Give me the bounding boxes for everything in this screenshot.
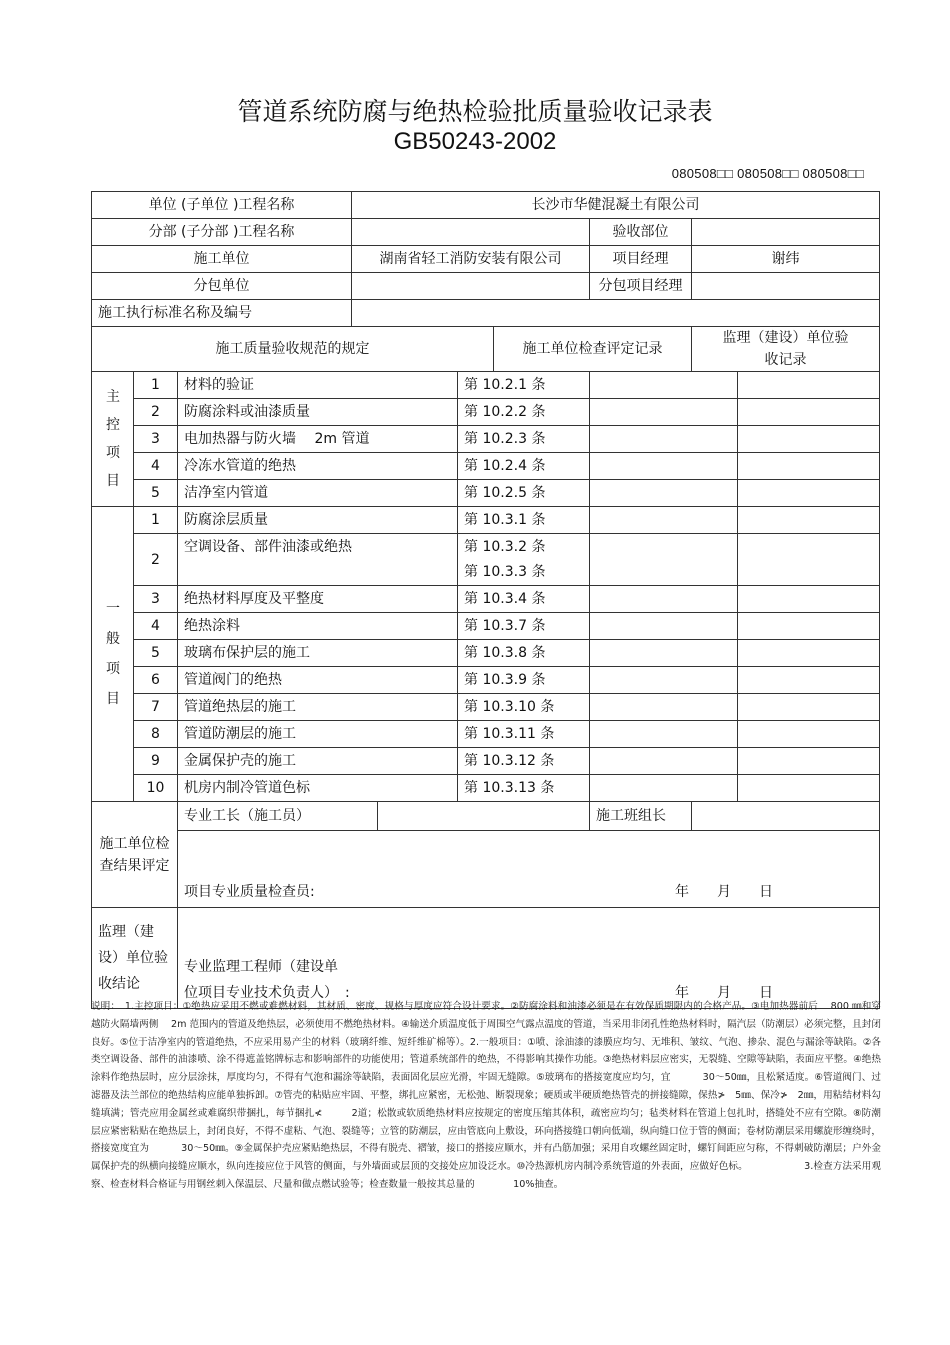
constructor-label: 施工单位 [92, 246, 352, 273]
result-label: 施工单位检查结果评定 [92, 802, 178, 908]
item-name: 绝热材料厚度及平整度 [178, 586, 458, 613]
item-clause: 第 10.3.9 条 [458, 667, 590, 694]
item-check-record[interactable] [590, 667, 738, 694]
item-check-record[interactable] [590, 453, 738, 480]
item-clause: 第 10.3.7 条 [458, 613, 590, 640]
item-clause: 第 10.2.5 条 [458, 480, 590, 507]
item-check-record[interactable] [590, 640, 738, 667]
item-clause: 第 10.3.4 条 [458, 586, 590, 613]
subcontractor-label: 分包单位 [92, 273, 352, 300]
item-no: 3 [134, 586, 178, 613]
inspector-label: 项目专业质量检查员: [184, 884, 315, 900]
item-name: 防腐涂层质量 [178, 507, 458, 534]
item-name: 金属保护壳的施工 [178, 748, 458, 775]
item-no: 9 [134, 748, 178, 775]
item-supervisor-record[interactable] [738, 453, 880, 480]
conclusion-label: 监理（建设）单位验收结论 [92, 908, 178, 1009]
exec-standard-value[interactable] [352, 300, 880, 327]
form-codes: 080508□□ 080508□□ 080508□□ [671, 166, 864, 181]
item-no: 10 [134, 775, 178, 802]
sub-pm-value[interactable] [692, 273, 880, 300]
item-no: 5 [134, 640, 178, 667]
item-supervisor-record[interactable] [738, 775, 880, 802]
general-group-label: 一般项目 [92, 507, 134, 802]
item-supervisor-record[interactable] [738, 507, 880, 534]
pm-value[interactable]: 谢纬 [692, 246, 880, 273]
item-supervisor-record[interactable] [738, 721, 880, 748]
item-no: 1 [134, 372, 178, 399]
item-clause: 第 10.3.11 条 [458, 721, 590, 748]
item-clause: 第 10.3.10 条 [458, 694, 590, 721]
accept-part-label: 验收部位 [590, 219, 692, 246]
item-no: 2 [134, 399, 178, 426]
item-name: 空调设备、部件油漆或绝热 [178, 534, 458, 586]
exec-standard-label: 施工执行标准名称及编号 [92, 300, 352, 327]
sub-pm-label: 分包项目经理 [590, 273, 692, 300]
engineer-label-line2: 位项目专业技术负责人） : [184, 985, 350, 1001]
foreman-signature[interactable] [378, 802, 590, 831]
item-no: 4 [134, 453, 178, 480]
item-name: 冷冻水管道的绝热 [178, 453, 458, 480]
item-supervisor-record[interactable] [738, 748, 880, 775]
item-no: 5 [134, 480, 178, 507]
item-check-record[interactable] [590, 480, 738, 507]
item-check-record[interactable] [590, 586, 738, 613]
spec-column-header: 施工质量验收规范的规定 [92, 327, 494, 372]
subcontractor-value[interactable] [352, 273, 590, 300]
item-name: 管道阀门的绝热 [178, 667, 458, 694]
item-name: 电加热器与防火墙 2m 管道 [178, 426, 458, 453]
item-name: 管道绝热层的施工 [178, 694, 458, 721]
item-name: 材料的验证 [178, 372, 458, 399]
item-name: 玻璃布保护层的施工 [178, 640, 458, 667]
item-supervisor-record[interactable] [738, 534, 880, 586]
item-clause: 第 10.3.13 条 [458, 775, 590, 802]
foreman-label: 专业工长（施工员） [178, 802, 378, 831]
engineer-signature-area[interactable] [178, 908, 880, 1009]
standard-code: GB50243-2002 [393, 128, 557, 155]
item-supervisor-record[interactable] [738, 694, 880, 721]
item-check-record[interactable] [590, 507, 738, 534]
item-clause: 第 10.3.12 条 [458, 748, 590, 775]
main-group-label: 主控项目 [92, 372, 134, 507]
item-supervisor-record[interactable] [738, 667, 880, 694]
item-name: 绝热涂料 [178, 613, 458, 640]
notes [91, 998, 881, 1194]
check-column-header: 施工单位检查评定记录 [494, 327, 692, 372]
item-supervisor-record[interactable] [738, 399, 880, 426]
item-check-record[interactable] [590, 694, 738, 721]
accept-part-value[interactable] [692, 219, 880, 246]
item-check-record[interactable] [590, 426, 738, 453]
inspection-form-table [91, 191, 880, 1009]
item-supervisor-record[interactable] [738, 586, 880, 613]
item-no: 6 [134, 667, 178, 694]
team-leader-signature[interactable] [692, 802, 880, 831]
item-no: 3 [134, 426, 178, 453]
page-title: 管道系统防腐与绝热检验批质量验收记录表 [237, 97, 713, 126]
item-clause: 第 10.3.3 条 [464, 563, 546, 580]
item-no: 7 [134, 694, 178, 721]
engineer-date: 年 月 日 [675, 985, 774, 1001]
item-clause: 第 10.2.3 条 [458, 426, 590, 453]
unit-label: 单位 (子单位 )工程名称 [92, 192, 352, 219]
item-clause: 第 10.3.2 条 [464, 538, 546, 555]
item-check-record[interactable] [590, 372, 738, 399]
item-no: 8 [134, 721, 178, 748]
item-no: 2 [134, 534, 178, 586]
engineer-label-line1: 专业监理工程师（建设单 [184, 959, 338, 975]
item-name: 防腐涂料或油漆质量 [178, 399, 458, 426]
item-supervisor-record[interactable] [738, 426, 880, 453]
item-check-record[interactable] [590, 775, 738, 802]
item-check-record[interactable] [590, 399, 738, 426]
unit-value[interactable]: 长沙市华健混凝土有限公司 [352, 192, 880, 219]
item-clause: 第 10.2.4 条 [458, 453, 590, 480]
item-check-record[interactable] [590, 613, 738, 640]
item-clause: 第 10.3.1 条 [458, 507, 590, 534]
sub-project-label: 分部 (子分部 )工程名称 [92, 219, 352, 246]
item-check-record[interactable] [590, 721, 738, 748]
item-clause: 第 10.2.2 条 [458, 399, 590, 426]
item-name: 洁净室内管道 [178, 480, 458, 507]
inspector-date: 年 月 日 [675, 884, 774, 900]
inspector-signature-area[interactable] [178, 831, 880, 908]
item-clause-pair [458, 534, 590, 586]
item-supervisor-record[interactable] [738, 640, 880, 667]
item-supervisor-record[interactable] [738, 480, 880, 507]
item-clause: 第 10.3.8 条 [458, 640, 590, 667]
team-leader-label: 施工班组长 [590, 802, 692, 831]
notes-text: 说明： 1.主控项目：①绝热应采用不燃或难燃材料，其材质、密度、规格与厚度应符合设计要求。②防腐涂料和油漆必须是在有效保质期限内的合格产品。③电加热器前后 800 ㎜和穿越防火隔墙两侧 2m 范围内的管道及绝热层，必须使用不燃绝热材料。④输送介质温度低于周围空气露点温度的管道，当采用非闭孔性绝热材料时，隔汽层（防潮层）必须完整，且封闭良好。⑤位于洁净室内的管道绝热，不应采用易产尘的材料（玻璃纤维、短纤维矿棉等）。2.一般项目：①喷、涂油漆的漆膜应均匀、无堆积、皱纹、气泡、掺杂、混色与漏涂等缺陷。②各类空调设备、部件的油漆喷、涂不得遮盖铭牌标志和影响部件的功能使用；管道系统部件的绝热，不得影响其操作功能。③绝热材料层应密实，无裂缝、空隙等缺陷，表面应平整。④绝热涂料作绝热层时，应分层涂抹，厚度均匀，不得有气泡和漏涂等缺陷，表面固化层应光滑，牢固无缝隙。⑤玻璃布的搭接宽度应均匀，宜 30～50㎜，且松紧适度。⑥管道阀门、过滤器及法兰部位的绝热结构应能单独拆卸。⑦管壳的粘贴应牢固、平整，绑扎应紧密，无松弛、断裂现象；硬质或半硬质绝热管壳的拼接缝隙，保热≯ 5㎜、保冷≯ 2㎜，用粘结材料勾缝填满；管壳应用金属丝或难腐织带捆扎，每节捆扎≮ 2道；松散或软质绝热材料应按规定的密度压缩其体积，疏密应均匀；毡类材料在管道上包扎时，搭缝处不应有空隙。⑧防潮层应紧密粘贴在绝热层上，封闭良好，不得不虚粘、气泡、裂缝等；立管的防潮层，应由管底向上敷设，环向搭接缝口朝向低端，纵向缝口位于管的侧面；卷材防潮层采用螺旋形缠绕时，搭接宽度宜为 30～50㎜。⑨金属保护壳应紧贴绝热层，不得有脱壳、褶皱，接口的搭接应顺水，并有凸筋加强；采用自攻螺丝固定时，螺钉间距应匀称，不得刺破防潮层；户外金属保护壳的纵横向接缝应顺水，纵向连接应位于风管的侧面，与外墙面或层顶的交接处应加设泛水。⑩冷热源机房内制冷系统管道的外表面，应做好色标。 3.检查方法采用观察、检查材料合格证与用钢丝刺入保温层、尺量和做点燃试验等；检查数量一般按其总量的 10%抽查。 [91, 1001, 881, 1190]
item-no: 4 [134, 613, 178, 640]
item-check-record[interactable] [590, 534, 738, 586]
item-name: 管道防潮层的施工 [178, 721, 458, 748]
constructor-value[interactable]: 湖南省轻工消防安装有限公司 [352, 246, 590, 273]
sub-project-value[interactable] [352, 219, 590, 246]
item-clause: 第 10.2.1 条 [458, 372, 590, 399]
item-supervisor-record[interactable] [738, 372, 880, 399]
item-no: 1 [134, 507, 178, 534]
item-supervisor-record[interactable] [738, 613, 880, 640]
supervisor-column-header: 监理（建设）单位验收记录 [692, 327, 880, 372]
item-name: 机房内制冷管道色标 [178, 775, 458, 802]
pm-label: 项目经理 [590, 246, 692, 273]
item-check-record[interactable] [590, 748, 738, 775]
